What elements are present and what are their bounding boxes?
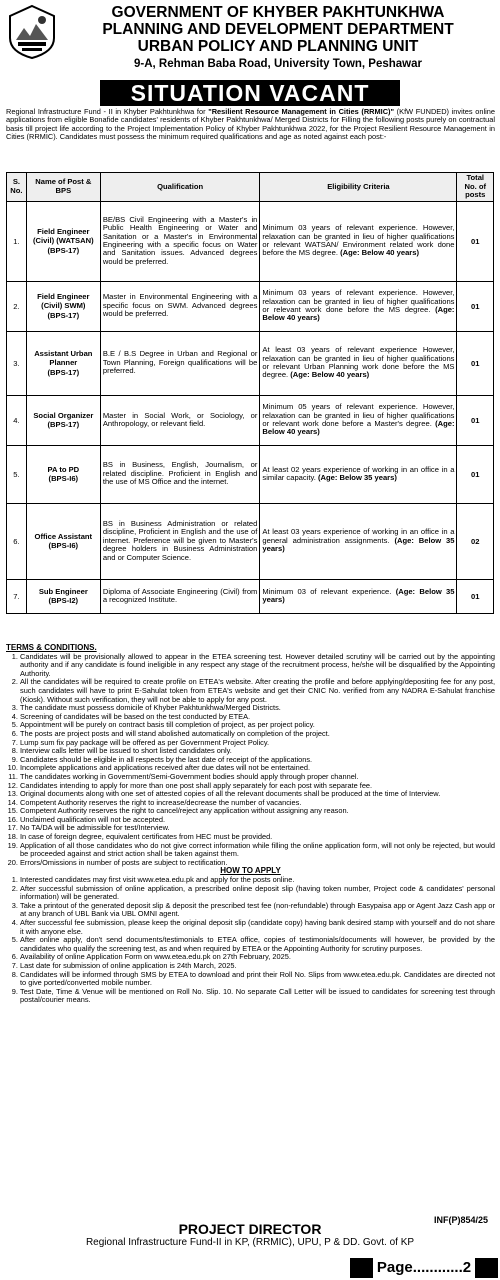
header-address: 9-A, Rehman Baba Road, University Town, Peshawar — [134, 58, 422, 70]
table-row — [7, 395, 494, 445]
eligibility-text: Minimum 03 years of relevant experience. However, relaxation can be granted in lieu of higher qualifications or relevant WATSAN/ Environment related work done before the MS degree. — [262, 223, 455, 258]
row-qualification: BS in Business Administration or related discipline, Proficient in English and the use of internet. Preference will be given to Master's degree holders in Business Administration and or Computer Science. — [100, 503, 260, 579]
row-sno: 6. — [7, 503, 27, 579]
header-qualification: Qualification — [100, 173, 260, 202]
list-item: 4. Screening of candidates will be based on the test conducted by ETEA. — [20, 713, 495, 722]
terms-title: TERMS & CONDITIONS. — [6, 643, 97, 652]
list-item: 18. In case of foreign degree, equivalent certificates from HEC must be provided. — [20, 833, 495, 842]
age-limit: (Age: Below 35 years) — [317, 473, 397, 482]
header-unit: URBAN POLICY AND PLANNING UNIT — [137, 38, 419, 55]
post-name: Sub Engineer — [38, 586, 88, 596]
table-row — [7, 281, 494, 331]
row-total: 01 — [457, 331, 494, 395]
post-bps: (BPS-17) — [47, 367, 80, 377]
post-name: Office Assistant — [34, 531, 93, 541]
eligibility-text: At least 03 years experience of working in an office in a general administration assignments. — [262, 527, 455, 545]
age-limit: (Age: Below 40 years) — [290, 370, 370, 380]
row-total: 01 — [457, 201, 494, 281]
row-post-name — [26, 395, 100, 445]
row-post-name — [26, 331, 100, 395]
list-item: 10. Incomplete applications and applications received after due dates will not be entertained. — [20, 764, 495, 773]
list-item: 7. Lump sum fix pay package will be offered as per Government Project Policy. — [20, 739, 495, 748]
terms-section — [6, 644, 495, 1005]
list-item: 2. After successful submission of online application, a prescribed online deposit slip (having token number, Project code & candidates' personal information) will be generated. — [20, 885, 495, 902]
list-item: 16. Unclaimed qualification will not be accepted. — [20, 816, 495, 825]
page-number-label — [350, 1258, 498, 1278]
row-qualification: Diploma of Associate Engineering (Civil) from a recognized Institute. — [100, 579, 260, 613]
post-bps: (BPS-17) — [47, 310, 80, 320]
row-sno: 3. — [7, 331, 27, 395]
row-qualification: Master in Social Work, or Sociology, or Anthropology, or relevant field. — [100, 395, 260, 445]
table-row — [7, 579, 494, 613]
list-item: 12. Candidates intending to apply for more than one post shall apply separately for each post with separate fee. — [20, 782, 495, 791]
age-limit: (Age: Below 40 years) — [262, 305, 455, 323]
header-text — [60, 4, 496, 73]
intro-text-2: (KfW FUNDED) invites online applications from eligible Bonafide candidates' residents of Khyber Pakhtunkhwa/ Merged Districts for Filling the following posts purely on contractual basis till project life according to the Project Implementation Policy of Khyber Pakhtunkhwa 2022, for the Project Resilient Resource Management in Cities (RRMIC). Candidates must possess the minimum required qualifications and age as noted against each post:- — [6, 107, 495, 142]
row-sno: 2. — [7, 281, 27, 331]
apply-list — [6, 876, 495, 1005]
age-limit: (Age: Below 35 years) — [262, 586, 455, 604]
apply-title: HOW TO APPLY — [220, 866, 281, 876]
eligibility-text: At least 03 years of relevant experience However, relaxation can be granted in lieu of higher qualifications or relevant Urban Planning work done before the MS degree. — [262, 345, 455, 380]
table-row — [7, 445, 494, 503]
post-bps: (BPS-I6) — [48, 474, 79, 483]
post-name: PA to PD — [47, 464, 80, 474]
terms-list — [6, 653, 495, 868]
age-limit: (Age: Below 40 years) — [340, 248, 420, 258]
row-sno: 4. — [7, 395, 27, 445]
post-name: Field Engineer (Civil) (WATSAN) — [33, 226, 94, 246]
list-item: 15. Competent Authority reserves the right to cancel/reject any application without assigning any reason. — [20, 807, 495, 816]
row-qualification: Master in Environmental Engineering with a specific focus on SWM. Advanced degrees would be preferred. — [100, 281, 260, 331]
table-header-row — [7, 173, 494, 202]
header-sno: S. No. — [7, 173, 27, 202]
list-item: 3. Take a printout of the generated deposit slip & deposit the prescribed test fee (non-refundable) through Easypaisa app or Agent Jazz Cash app or at any branch of UBL Bank via UBL OMNI agent. — [20, 902, 495, 919]
header-post-name: Name of Post & BPS — [26, 173, 100, 202]
signatory-office: Regional Infrastructure Fund-II in KP, (RRMIC), UPU, P & DD. Govt. of KP — [85, 1237, 415, 1248]
list-item: 9. Candidates should be eligible in all respects by the last date of receipt of the applications. — [20, 756, 495, 765]
row-eligibility — [260, 395, 457, 445]
post-name: Assistant Urban Planner — [34, 348, 93, 368]
signatory-title: PROJECT DIRECTOR — [178, 1221, 322, 1237]
header-eligibility: Eligibility Criteria — [260, 173, 457, 202]
eligibility-text: At least 02 years experience of working in an office in a similar capacity. — [262, 464, 455, 482]
reference-number: INF(P)854/25 — [433, 1215, 488, 1225]
row-qualification: BE/BS Civil Engineering with a Master's in Public Health Engineering or Water and Sanitation or a Master's in Environmental Engineering with a specific focus on Water and Sanitation issues. Advanced degrees would be preferred. — [100, 201, 260, 281]
header-total-posts: Total No. of posts — [457, 173, 494, 202]
row-eligibility — [260, 281, 457, 331]
row-qualification: B.E / B.S Degree in Urban and Regional or Town Planning, Foreign qualifications will be preferred. — [100, 331, 260, 395]
row-total: 02 — [457, 503, 494, 579]
list-item: 6. The posts are project posts and will stand abolished automatically on completion of the project. — [20, 730, 495, 739]
page-number-text: Page............2 — [373, 1258, 475, 1278]
intro-project-name: "Resilient Resource Management in Cities (RRMIC)" — [208, 107, 395, 116]
row-qualification: BS in Business, English, Journalism, or related discipline. Proficient in English and the use of MS Office and the internet. — [100, 445, 260, 503]
list-item: 14. Competent Authority reserves the right to increase/decrease the number of vacancies. — [20, 799, 495, 808]
row-eligibility — [260, 331, 457, 395]
row-post-name — [26, 503, 100, 579]
list-item: 5. Appointment will be purely on contract basis till completion of project, as per project policy. — [20, 721, 495, 730]
row-total: 01 — [457, 579, 494, 613]
row-sno: 1. — [7, 201, 27, 281]
table-row — [7, 331, 494, 395]
header-department: PLANNING AND DEVELOPMENT DEPARTMENT — [102, 21, 454, 38]
row-sno: 7. — [7, 579, 27, 613]
list-item: 6. Availability of online Application Form on www.etea.edu.pk on 27th February, 2025. — [20, 953, 495, 962]
footer — [0, 1221, 500, 1249]
list-item: 19. Application of all those candidates who do not give correct information while filling the online application form, will not only be rejected, but would be proceeded against and strict action shall be taken against them. — [20, 842, 495, 859]
list-item: 17. No TA/DA will be admissible for test/Interview. — [20, 824, 495, 833]
row-post-name — [26, 579, 100, 613]
eligibility-text: Minimum 05 years of relevant experience. However, relaxation can be granted in lieu of higher qualifications or relevant work done before a Master's degree. — [262, 402, 455, 428]
table-row — [7, 201, 494, 281]
post-name: Field Engineer (Civil) SWM) — [37, 291, 90, 311]
list-item: 9. Test Date, Time & Venue will be mentioned on Roll No. Slip. 10. No separate Call Letter will be issued to candidates for screening test through postal/courier means. — [20, 988, 495, 1005]
list-item: 1. Interested candidates may first visit www.etea.edu.pk and apply for the posts online. — [20, 876, 495, 885]
row-eligibility — [260, 201, 457, 281]
intro-paragraph — [6, 108, 495, 142]
table-row — [7, 503, 494, 579]
situation-vacant-banner: SITUATION VACANT — [100, 80, 400, 106]
post-bps: (BPS-I2) — [48, 596, 79, 605]
header-government: GOVERNMENT OF KHYBER PAKHTUNKHWA — [111, 4, 445, 21]
list-item: 7. Last date for submission of online application is 24th March, 2025. — [20, 962, 495, 971]
row-total: 01 — [457, 395, 494, 445]
row-post-name — [26, 281, 100, 331]
list-item: 1. Candidates will be provisionally allowed to appear in the ETEA screening test. However detailed scrutiny will be carried out by the appointing authority and if any candidate is found ineligible in any respect any stage of the recruitment process, he/she will be disqualified by the Appointing Authority. — [20, 653, 495, 679]
header — [0, 0, 500, 82]
row-eligibility — [260, 503, 457, 579]
list-item: 13. Original documents along with one set of attested copies of all the relevant documents shall be produced at the time of Interview. — [20, 790, 495, 799]
post-bps: (BPS-I6) — [48, 541, 79, 550]
age-limit: (Age: Below 35 years) — [262, 535, 455, 554]
government-emblem-icon — [6, 4, 58, 60]
row-total: 01 — [457, 445, 494, 503]
eligibility-text: Minimum 03 years of relevant experience. However, relaxation can be granted in lieu of higher qualifications or relevant work done before the MS degree. — [262, 288, 455, 314]
list-item: 20. Errors/Omissions in number of posts are subject to rectification. — [20, 859, 495, 868]
row-eligibility — [260, 579, 457, 613]
row-post-name — [26, 445, 100, 503]
list-item: 11. The candidates working in Government/Semi-Government bodies should apply through proper channel. — [20, 773, 495, 782]
list-item: 4. After successful fee submission, please keep the original deposit slip (candidate copy) having bank desired stamp with yourself and do not share it with anyone else. — [20, 919, 495, 936]
row-total: 01 — [457, 281, 494, 331]
row-eligibility — [260, 445, 457, 503]
post-bps: (BPS-17) — [47, 420, 80, 429]
age-limit: (Age: Below 40 years) — [262, 419, 455, 437]
list-item: 8. Candidates will be informed through SMS by ETEA to download and print their Roll No. Slips from www.etea.edu.pk. Candidates are directed not to give ported/converted mobile number. — [20, 971, 495, 988]
eligibility-text: Minimum 03 of relevant experience. — [262, 586, 392, 596]
list-item: 3. The candidate must possess domicile of Khyber Pakhtunkhwa/Merged Districts. — [20, 704, 495, 713]
list-item: 8. Interview calls letter will be issued to short listed candidates only. — [20, 747, 495, 756]
row-post-name — [26, 201, 100, 281]
row-sno: 5. — [7, 445, 27, 503]
list-item: 2. All the candidates will be required to create profile on ETEA's website. After creating the profile and before applying/depositing fee for any post, such candidates will have to print E-Sahulat token from ETEA's website and get their CNIC No. verified from any NADRA E-Sahulat franchise (Kiosk). Without such verification, they will not be able to apply for any post. — [20, 678, 495, 704]
post-bps: (BPS-17) — [47, 245, 80, 255]
intro-text-1: Regional Infrastructure Fund - II in Khyber Pakhtunkhwa for — [6, 107, 209, 116]
posts-table — [6, 172, 494, 614]
post-name: Social Organizer — [33, 410, 94, 420]
list-item: 5. After online apply, don't send documents/testimonials to ETEA office, copies of testimonials/documents will however, be provided by the candidates who qualify the screening test, as and when required by ETEA or the Appointing Authority for scrutiny purposes. — [20, 936, 495, 953]
